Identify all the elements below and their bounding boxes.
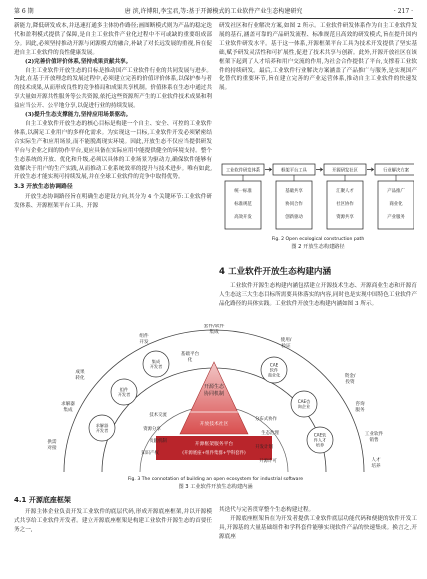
fig2-detail-item: 汇聚人才 [336,189,354,194]
fig3-role-label: 开发者 [149,364,163,369]
fig3-outer-label: 人才 [371,458,381,464]
fig3-inner-label: 贡献机制 [149,439,167,444]
fig2-step-label: 行业解决方案 [383,168,409,174]
figure-3 [40,324,388,474]
fig3-top-label: 套件/软件 [203,324,225,329]
right-column-lower [219,282,417,309]
page-number: · 217 · [393,8,413,15]
fig3-role-label: CAE [269,362,279,368]
fig3-outer-label: 转化 [75,375,85,381]
fig3-role-label: 商业化 [267,372,281,378]
fig2-detail-item: 资源共享 [336,215,354,220]
paragraph: 开源主体企业负责开发工业软件的底层代码,形成开源底座框架,并以开源模式共享给工业软件开发者。建立开源底座框架是构建工业软件开源生态的首要任务之一, [14,508,212,533]
fig3-outer-label: 基础平台 [180,352,200,358]
fig2-detail-item: 协同合作 [285,202,303,207]
center-top-line1: 开源生态 [203,384,225,390]
section-heading-4: 4 工业软件开放生态构建内涵 [219,267,332,277]
section-heading-4-1: 4.1 开源底座框架 [14,496,71,504]
platform-subtitle: (开源底座+组件集群+学科套件) [182,451,246,456]
figure-3-caption-en: Fig. 3 The connotation of building an open ecosystem for industrial software [127,477,304,482]
subhead-value-system: (2)完善价值评价体系,坚持成果贡献共享。 [25,58,132,65]
bottom-left-column [14,495,212,535]
section-heading-3-3: 3.3 开放生态协调路径 [14,184,73,191]
paragraph: 开源底座框架旨在为开发者提供工业软件底层功能代码和便捷的软件开发工具,开源基的大量基础组件和学科套件能够实现软件产品的快速集成。换言之,开源底座 [219,515,417,540]
fig2-detail-item: 标准规范 [234,202,252,207]
fig3-inner-label: 开源许可 [259,459,277,464]
fig3-inner-label: 生态治理 [261,431,279,436]
fig3-outer-label: 对接 [47,445,57,451]
paragraph: 开放生态协调路径旨在明确生态建设方向,其分为 4 个关键环节:工业软件研发体系、开源框架平台工具、开源 [14,194,212,210]
figure-3-caption-zh: 图 3 工业软件开放生态构建内涵 [178,484,253,490]
paragraph: 自主工业软件开放生态的目标是推动国产工业软件行业的共同发展与进步。为此,在基于开放理念的发展过程中,必须建立完善的价值评价体系,以保护参与者的技术成果,从而形成良性的竞争格局和成果共享机制。价值体系在生态中通过共享大量如开源共性服务等公共资源,依托这些资源所产生的工业软件技术成果和利益应当公开、公平地分享,以促进行业的持续发展。 [14,67,212,110]
figure-3-caption [14,476,417,491]
running-header [14,6,413,19]
fig3-outer-label: 成果 [75,370,85,376]
fig2-detail-item: 高效开发 [234,215,252,220]
fig3-outer-label: 开发 [139,339,149,345]
figure-2-caption-en: Fig. 2 Open ecological construction path [271,237,365,242]
paragraph: 其迭代与完善贯穿整个生态构建过程。 [219,507,315,513]
paragraph: 新能力,降低研发成本,并迅速打通多主体协作路径;画图断模式则为产品的稳定迭代和盈利模式提供了保障,是自主工业软件产业化过程中不可或缺的重要组成部分。因此,必须坚持推动开源与闭源模式的融合,补缺了对长远发展的重视,旨在促进自主工业软件的良性健康发展。 [14,23,212,56]
paragraph: 工业软件开源生态构建内涵包括建立开源技术生态、开源商业生态和开源育人生态这三大生态目标所需要具体落实的内容,同时也是实现中国特色工业软件产品化路径的具体实践。工业软件开放生态构建内涵如图 3 所示。 [219,283,417,307]
fig3-inner-label: 技术交流 [149,413,167,418]
fig3-role-label: 集成 [151,359,161,364]
fig2-detail-item: 社区协作 [336,202,354,207]
fig3-role-label: 组件 [119,387,129,392]
fig2-detail-item: 产业服务 [387,215,405,220]
right-column [219,22,417,93]
fig3-outer-label: 工业软件 [364,432,384,438]
fig2-detail-item: 产品推广 [387,189,405,194]
fig2-step-label: 框架平台工具 [281,168,307,174]
bottom-right-column [219,506,417,542]
community-label: 开放技术社区 [199,422,229,427]
fig2-arrow [367,168,374,171]
fig3-outer-label: 组件 [139,334,149,340]
fig3-role-label: 开发者 [95,428,109,433]
fig3-outer-label: 化 [187,357,193,363]
figure-2-caption-zh: 图 2 开放生态构建路径 [291,244,345,250]
left-column [14,22,212,211]
fig3-outer-label: 供需 [47,440,57,446]
fig3-role-label: 求解器 [95,423,109,428]
fig2-arrow [316,168,323,171]
issue-number: 第 6 期 [14,8,34,15]
fig3-top-label: 集成 [209,330,219,335]
fig2-detail-item: 商业化 [389,202,403,207]
fig3-outer-label: 咨询 [355,402,365,408]
fig3-inner-label: 分布式协作 [255,417,277,422]
fig3-outer-label: 投资 [345,379,355,385]
fig2-detail-item: 创新驱动 [285,215,303,220]
fig3-role-label: CAE咨 [297,399,311,404]
fig3-role-label: 软件 [269,367,279,373]
fig3-role-label: CAE软 [313,432,327,438]
fig2-step-label: 开源研发社区 [332,168,358,174]
fig2-arrow [265,168,272,171]
paragraph: 研发社区和行业解决方案,如图 2 所示。工业软件研发体系作为自主工业软件发展的基石,涵盖可靠的产品研发流程、标准规范且高效的研发模式,旨在提升国内工业软件研发水平。基于这一体系,开源框架平台工具为技术开发提供了坚实基础,赋予研发灵活性和可扩展性,促进了技术共享与创新。此外,开源开放社区在该框架下起到了人才培养和用户交流的作用,为社会合作提供了平台,支撑着工业软件的持续研发。最后,工业软件行业解决方案涵盖了产品推广与服务,是实现国产化替代的重要环节,旨在建立完善的产业运营体系,推动自主工业软件的快速发展。 [219,23,417,92]
figure-2-caption [219,236,417,251]
fig3-outer-label: 使用/ [280,338,292,344]
fig3-outer-label: 验证 [281,343,291,349]
fig3-outer-label: 资金/ [344,374,356,380]
running-title: 唐 滨,许博阳,李宝君,等:基于开源模式的工业软件产业生态构建研究 [124,8,303,15]
fig3-inner-label: 知识产权 [141,451,159,456]
fig3-outer-label: 销售 [369,437,379,443]
fig3-role-label: 培养 [315,442,325,448]
fig2-detail-item: 统一标准 [234,189,252,194]
figure-2-diagram [218,162,414,234]
fig3-outer-label: 集成 [63,407,73,413]
subhead-support: (3)提升生态支撑能力,坚持应用场景驱动。 [25,112,132,119]
fig3-role-label: 开发者 [117,392,131,397]
figure-3-diagram [40,324,388,474]
fig3-role-label: 询企业 [297,404,311,409]
platform-title: 开源框架服务平台 [194,442,234,447]
fig3-outer-label: 服务 [355,407,365,413]
fig3-outer-label: 培养 [371,463,381,469]
fig2-step-label: 工业软件研发体系 [225,168,261,174]
fig3-outer-label: 求解器 [61,402,75,408]
fig3-inner-label: 资源分享 [143,427,161,432]
fig3-inner-label: 开发计划 [255,445,273,450]
center-top-line2: 协同机制 [203,391,225,397]
fig2-detail-item: 基础共享 [285,189,303,194]
fig3-role-label: 件人才 [313,437,327,443]
figure-2 [218,162,414,234]
paragraph: 自主工业软件开放生态的核心目标是构建一个自主、安全、可控的工业软件体系,以满足工业用户的多样化需求。为实现这一目标,工业软件开发必须紧密结合实际生产和应用场景,而不能脱离现实环境。因此,开放生态不仅应当提供研发平台与企业之间的协作平台,更应具备在实际应用中能提供健全的环境支持。整个生态系统的开放、优化和升级,必须以具体的工业场景为驱动力,确保软件能够有效解决于用户的生产实践,从而推动工业系统效率的提升与技术进步。唯有如此,开放生态才能实现可持续发展,并在全球工业软件的竞争中取得优势。 [14,120,212,181]
